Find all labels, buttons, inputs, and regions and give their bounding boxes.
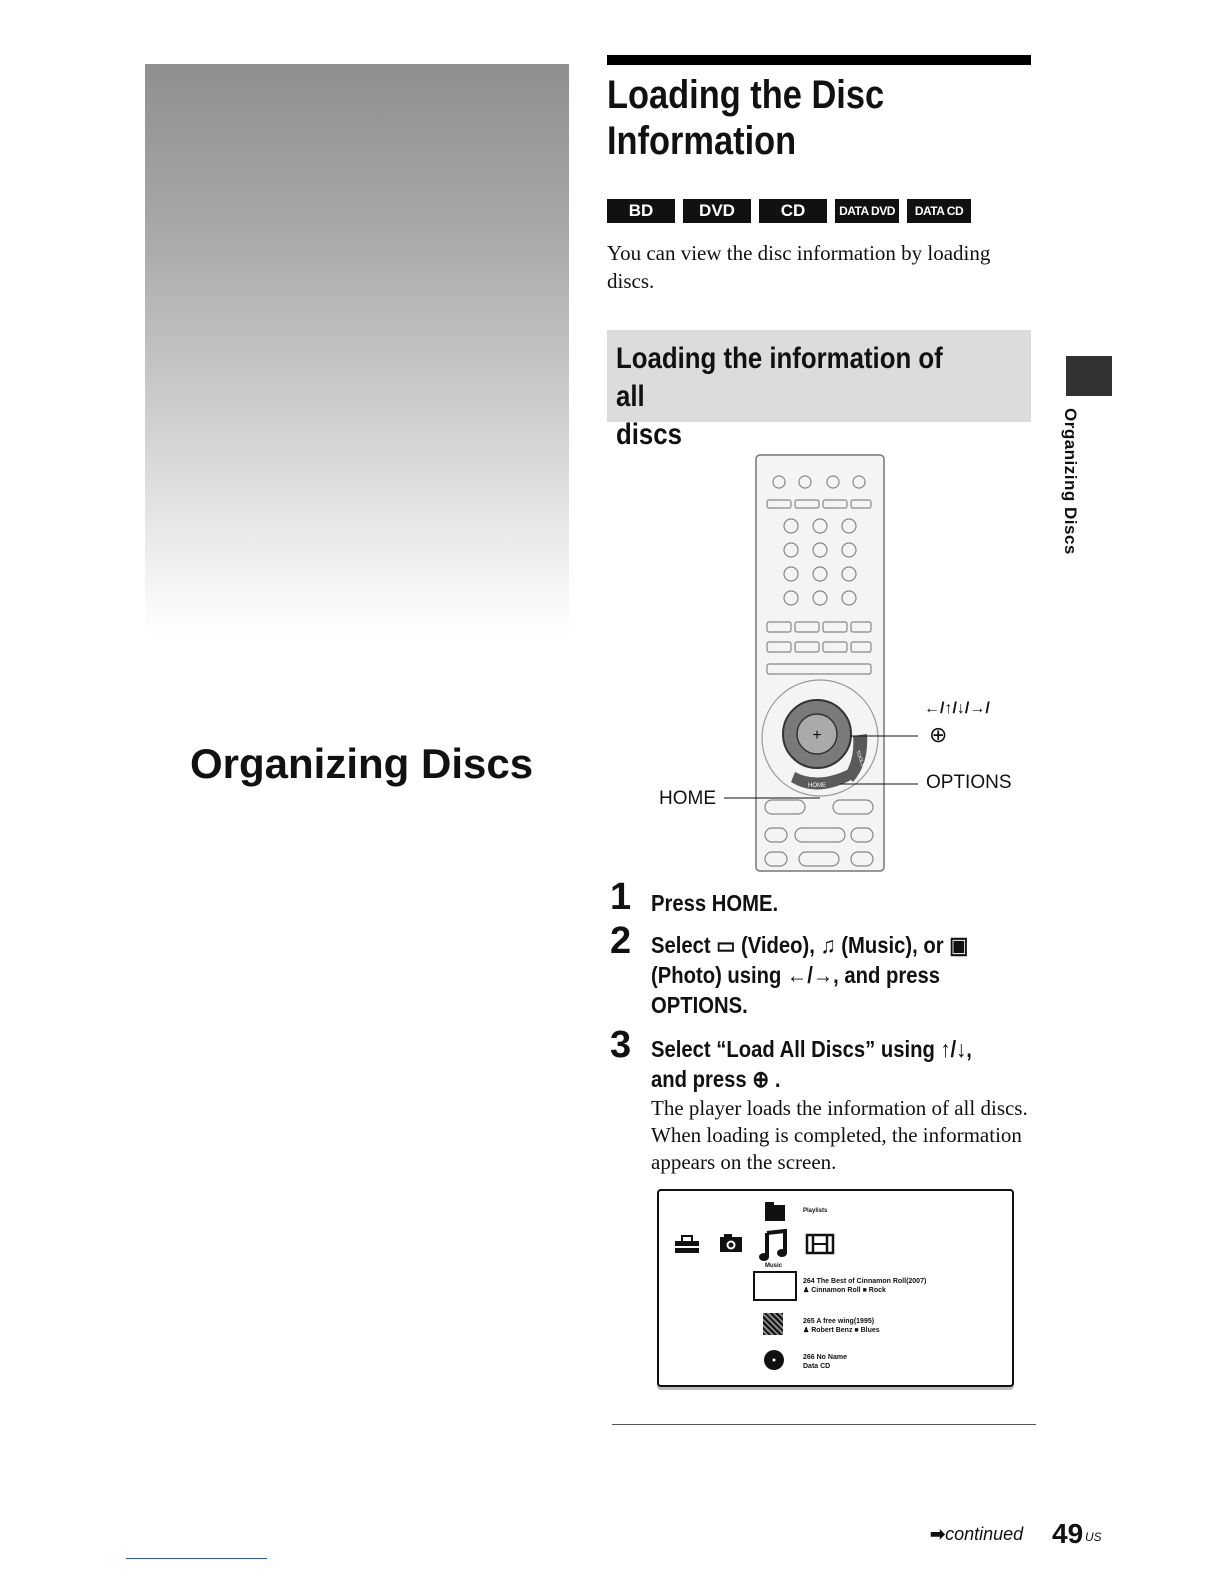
disc3-title: 266 No Name	[803, 1354, 847, 1361]
callout-enter-label: ⊕	[929, 722, 948, 747]
continued-text: continued	[945, 1524, 1024, 1544]
callout-home-label: HOME	[659, 788, 716, 809]
subheading-line1: Loading the information of all	[616, 342, 943, 413]
disc1-title: 264 The Best of Cinnamon Roll(2007)	[803, 1278, 927, 1285]
disc2-info	[803, 1317, 880, 1335]
intro-text: You can view the disc information by loading discs.	[607, 241, 991, 293]
disc1-cover	[753, 1271, 797, 1301]
genre-icon: ■	[862, 1287, 869, 1294]
step-2-line: (Photo) using ←/→, and press	[651, 962, 940, 988]
disc1-info	[803, 1277, 926, 1295]
page-number-suffix: US	[1085, 1530, 1102, 1544]
disc1-artist: Cinnamon Roll	[811, 1287, 861, 1294]
step-2-line: Select ▭ (Video), ♫ (Music), or ▣	[651, 932, 969, 958]
artist-icon: ♟	[803, 1327, 812, 1334]
page-title-line1: Loading the Disc	[607, 73, 885, 117]
playlists-label: Playlists	[803, 1208, 828, 1214]
screen-illustration	[657, 1189, 1014, 1387]
badge-bd: BD	[607, 199, 675, 223]
photo-icon	[719, 1233, 743, 1253]
side-tab	[1060, 408, 1100, 568]
video-icon	[805, 1233, 835, 1255]
arrow-right-icon: ➡	[930, 1524, 946, 1544]
section-title: Organizing Discs	[190, 740, 534, 787]
step-3-number: 3	[610, 1024, 632, 1066]
genre-icon: ■	[854, 1327, 861, 1334]
callout-options-label: OPTIONS	[926, 772, 1012, 793]
step-2-number: 2	[610, 920, 632, 962]
step-3-line: and press ⊕ .	[651, 1066, 781, 1092]
music-icon	[759, 1229, 789, 1263]
disc2-title: 265 A free wing(1995)	[803, 1318, 875, 1325]
badge-cd: CD	[759, 199, 827, 223]
step-2-line: OPTIONS.	[651, 992, 748, 1018]
disc-type-badges	[607, 199, 971, 223]
disc3-info	[803, 1353, 847, 1371]
playlists-icon	[763, 1201, 787, 1223]
dpad-center-glyph: +	[812, 727, 822, 744]
badge-data-dvd: DATA DVD	[835, 199, 899, 223]
disc2-genre: Blues	[860, 1327, 880, 1334]
toolbox-icon	[673, 1233, 701, 1255]
callout-lines	[720, 700, 930, 810]
page-title-line2: Information	[607, 119, 797, 163]
step-1-text	[651, 888, 1021, 918]
music-label: Music	[765, 1263, 783, 1269]
badge-data-cd: DATA CD	[907, 199, 971, 223]
side-tab-label: Organizing Discs	[1061, 408, 1080, 555]
home-button-label: HOME	[808, 783, 826, 789]
callout-arrows-label: ←/↑/↓/→/	[924, 700, 990, 717]
subheading	[616, 340, 977, 454]
continued-note	[930, 1524, 1023, 1545]
step-3-line: Select “Load All Discs” using ↑/↓,	[651, 1036, 972, 1062]
subheading-line2: discs	[616, 418, 682, 451]
title-rule	[607, 55, 1031, 65]
step-1-number: 1	[610, 876, 632, 918]
bottom-rule	[612, 1424, 1036, 1425]
step-3-body: The player loads the information of all discs. When loading is completed, the information appears on the screen.	[651, 1096, 1028, 1174]
disc2-cover	[763, 1313, 783, 1335]
disc2-artist: Robert Benz	[811, 1327, 853, 1334]
page-number: 49	[1052, 1518, 1084, 1549]
artist-icon: ♟	[803, 1287, 812, 1294]
step-2-text	[651, 930, 1029, 1020]
disc-icon	[763, 1349, 785, 1371]
page-title	[607, 72, 977, 164]
badge-dvd: DVD	[683, 199, 751, 223]
disc3-type: Data CD	[803, 1363, 831, 1370]
step-3-text	[651, 1034, 1029, 1094]
tools-button-label: TOOLS	[854, 749, 866, 768]
disc1-genre: Rock	[868, 1287, 886, 1294]
step-1-line: Press HOME.	[651, 890, 779, 916]
side-tab-marker	[1066, 356, 1112, 396]
section-cover-gradient	[145, 64, 569, 636]
bottom-link-underline	[126, 1558, 267, 1559]
